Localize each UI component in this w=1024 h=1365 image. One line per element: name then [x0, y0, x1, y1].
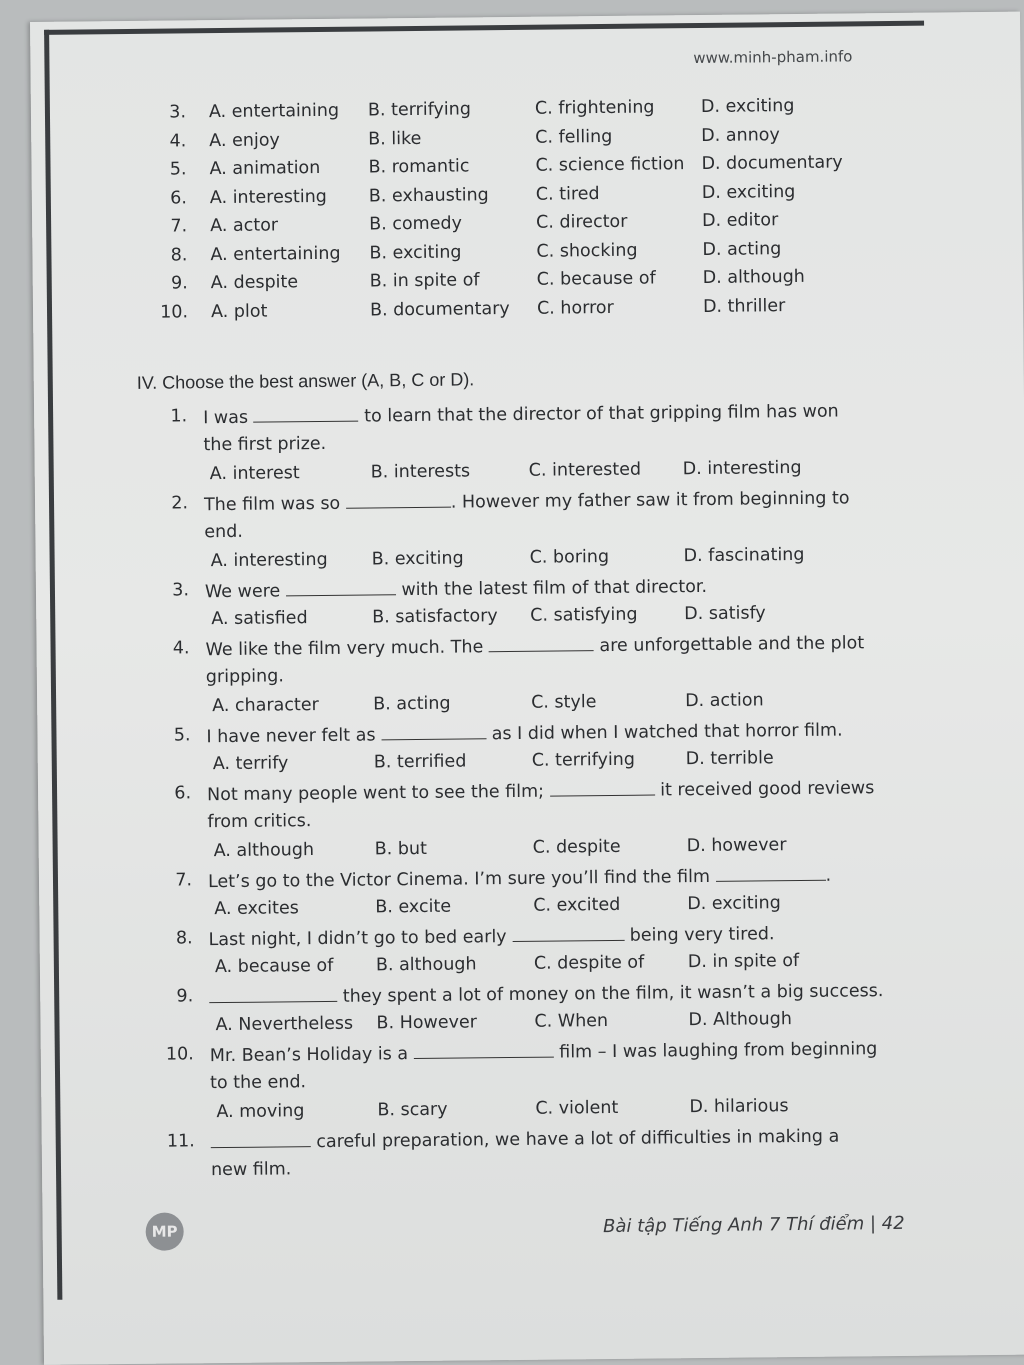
- option-c: C. felling: [535, 126, 613, 148]
- question-stem-end: being very tired.: [629, 924, 775, 946]
- option-d: D. editor: [702, 210, 779, 231]
- option-d: D. exciting: [687, 893, 781, 915]
- question-text: [210, 1037, 878, 1066]
- option-b: B. scary: [377, 1099, 448, 1121]
- option-b: B. like: [368, 128, 422, 149]
- option-b: B. exciting: [371, 548, 464, 570]
- option-b: B. exhausting: [368, 184, 489, 206]
- question-number: 10.: [160, 301, 189, 323]
- question-text: [205, 575, 707, 602]
- option-c: C. terrifying: [531, 749, 636, 771]
- option-c: C. shocking: [536, 240, 638, 262]
- question-continuation: gripping.: [205, 666, 284, 688]
- option-b: B. but: [374, 838, 427, 860]
- question-text: [209, 979, 883, 1008]
- option-b: B. However: [376, 1012, 478, 1034]
- question-number: 6.: [174, 783, 192, 804]
- question-stem: The film was so: [203, 493, 341, 516]
- option-d: D. exciting: [700, 96, 795, 117]
- option-d: D. thriller: [702, 295, 786, 317]
- answer-blank: [381, 722, 486, 740]
- option-b: B. documentary: [369, 298, 510, 320]
- question-number: 7.: [175, 870, 193, 891]
- option-a: A. Nevertheless: [215, 1013, 354, 1036]
- option-b: B. excite: [375, 896, 452, 918]
- option-a: A. interest: [209, 463, 300, 485]
- question-number: 3.: [169, 102, 187, 123]
- question-number: 8.: [175, 928, 193, 949]
- question-text: [211, 1125, 840, 1154]
- question-stem-end: they spent a lot of money on the film, it wasn’t a big success.: [342, 981, 884, 1007]
- option-d: D. annoy: [701, 124, 780, 146]
- option-a: A. entertaining: [208, 100, 340, 123]
- answer-blank: [489, 634, 594, 652]
- question-stem-end: .: [825, 865, 832, 886]
- question-continuation: new film.: [210, 1159, 292, 1181]
- question-stem: Mr. Bean’s Holiday is a: [209, 1044, 409, 1067]
- question-stem-end: to learn that the director of that gripping film has won: [364, 401, 839, 427]
- option-b: B. acting: [373, 693, 451, 715]
- option-a: A. animation: [209, 157, 321, 180]
- question-continuation: from critics.: [207, 811, 312, 833]
- answer-blank: [211, 1130, 311, 1148]
- question-continuation: to the end.: [210, 1072, 307, 1094]
- question-stem-end: film – I was laughing from beginning: [559, 1039, 878, 1063]
- question-stem: Not many people went to see the film;: [207, 781, 545, 806]
- option-a: A. interesting: [209, 186, 327, 208]
- question-stem: We like the film very much. The: [205, 637, 484, 661]
- option-b: B. terrifying: [367, 99, 472, 121]
- option-a: A. character: [212, 695, 319, 717]
- option-a: A. plot: [210, 301, 268, 322]
- question-stem-end: it received good reviews: [660, 778, 875, 801]
- option-d: D. satisfy: [684, 603, 766, 625]
- option-a: A. enjoy: [209, 129, 280, 151]
- question-stem-end: with the latest film of that director.: [401, 576, 708, 601]
- option-c: C. interested: [528, 459, 642, 481]
- option-d: D. documentary: [701, 152, 843, 174]
- question-text: [203, 400, 839, 429]
- answer-blank: [286, 578, 396, 596]
- question-text: [208, 922, 774, 950]
- option-c: C. despite: [532, 836, 621, 858]
- answer-blank: [253, 405, 358, 423]
- option-d: D. although: [702, 266, 805, 288]
- option-a: A. although: [213, 840, 315, 862]
- answer-blank: [209, 985, 337, 1003]
- answer-blank: [715, 864, 825, 882]
- question-number: 8.: [170, 244, 188, 266]
- question-stem: Last night, I didn’t go to bed early: [208, 927, 507, 951]
- question-number: 6.: [170, 187, 187, 209]
- option-b: B. although: [375, 954, 477, 976]
- option-c: C. despite of: [533, 952, 645, 974]
- question-number: 4.: [172, 638, 190, 659]
- question-text: [204, 486, 850, 515]
- question-stem-end: are unforgettable and the plot: [599, 633, 865, 657]
- question-number: 11.: [166, 1131, 195, 1152]
- option-c: C. science fiction: [535, 154, 685, 176]
- option-c: C. satisfying: [530, 604, 638, 626]
- question-text: [207, 776, 874, 805]
- option-c: C. director: [536, 211, 628, 233]
- option-c: C. horror: [536, 297, 614, 319]
- option-a: A. despite: [210, 272, 299, 294]
- option-a: A. terrify: [212, 753, 289, 775]
- question-number: 3.: [172, 580, 190, 601]
- option-b: B. comedy: [369, 213, 462, 235]
- question-stem-end: . However my father saw it from beginning to: [450, 488, 850, 513]
- option-d: D. hilarious: [689, 1096, 789, 1118]
- option-d: D. action: [685, 690, 764, 712]
- question-text: [208, 864, 831, 893]
- question-text: [205, 631, 864, 660]
- option-c: C. because of: [536, 268, 656, 290]
- option-b: B. romantic: [368, 156, 470, 178]
- option-d: D. however: [686, 835, 787, 857]
- option-d: D. exciting: [701, 181, 796, 203]
- question-stem: We were: [204, 581, 281, 603]
- option-d: D. interesting: [682, 457, 802, 480]
- option-c: C. frightening: [534, 97, 655, 119]
- option-d: D. in spite of: [687, 950, 800, 973]
- option-c: C. tired: [535, 183, 600, 205]
- question-number: 2.: [171, 493, 189, 514]
- option-a: A. moving: [216, 1101, 305, 1123]
- question-number: 1.: [170, 406, 188, 427]
- answer-blank: [414, 1041, 554, 1059]
- question-stem-end: careful preparation, we have a lot of difficulties in making a: [316, 1126, 840, 1153]
- answer-blank: [512, 924, 624, 942]
- option-a: A. excites: [214, 898, 299, 920]
- answer-blank: [346, 491, 451, 509]
- question-number: 10.: [165, 1044, 194, 1065]
- section-4-heading: IV. Choose the best answer (A, B, C or D).: [136, 369, 475, 393]
- option-d: D. terrible: [685, 748, 774, 770]
- option-b: B. exciting: [369, 241, 462, 263]
- question-number: 9.: [176, 986, 194, 1007]
- option-d: D. Although: [688, 1009, 792, 1031]
- question-number: 5.: [169, 159, 187, 180]
- option-b: B. terrified: [373, 751, 467, 773]
- website-url: www.minh-pham.info: [693, 47, 853, 68]
- question-number: 9.: [170, 273, 188, 294]
- option-a: A. because of: [214, 955, 334, 978]
- option-a: A. actor: [210, 215, 279, 237]
- option-c: C. excited: [533, 894, 621, 916]
- question-stem: I was: [203, 407, 249, 429]
- question-stem: Let’s go to the Victor Cinema. I’m sure you’ll find the film: [207, 866, 711, 893]
- option-b: B. satisfactory: [372, 606, 498, 628]
- option-c: C. style: [531, 692, 597, 713]
- worksheet-page: [30, 12, 1024, 1365]
- top-border: [44, 21, 924, 35]
- option-a: A. satisfied: [211, 608, 308, 630]
- question-continuation: end.: [204, 521, 243, 543]
- option-b: B. interests: [370, 461, 471, 483]
- question-number: 7.: [170, 216, 188, 237]
- page-footer: Bài tập Tiếng Anh 7 Thí điểm | 42: [602, 1212, 905, 1238]
- question-stem: I have never felt as: [206, 725, 376, 748]
- option-b: B. in spite of: [369, 270, 480, 292]
- question-continuation: the first prize.: [203, 433, 327, 456]
- option-a: A. interesting: [210, 549, 328, 572]
- question-number: 4.: [169, 130, 187, 152]
- option-c: C. boring: [529, 546, 610, 568]
- publisher-logo: MP: [145, 1212, 183, 1250]
- option-c: C. When: [534, 1011, 609, 1032]
- question-stem-end: as I did when I watched that horror film.: [491, 720, 843, 745]
- option-c: C. violent: [535, 1097, 619, 1119]
- question-number: 5.: [173, 725, 191, 746]
- option-a: A. entertaining: [210, 243, 341, 265]
- answer-blank: [549, 779, 654, 797]
- question-text: [206, 719, 842, 748]
- option-d: D. acting: [702, 238, 782, 260]
- option-d: D. fascinating: [683, 544, 805, 567]
